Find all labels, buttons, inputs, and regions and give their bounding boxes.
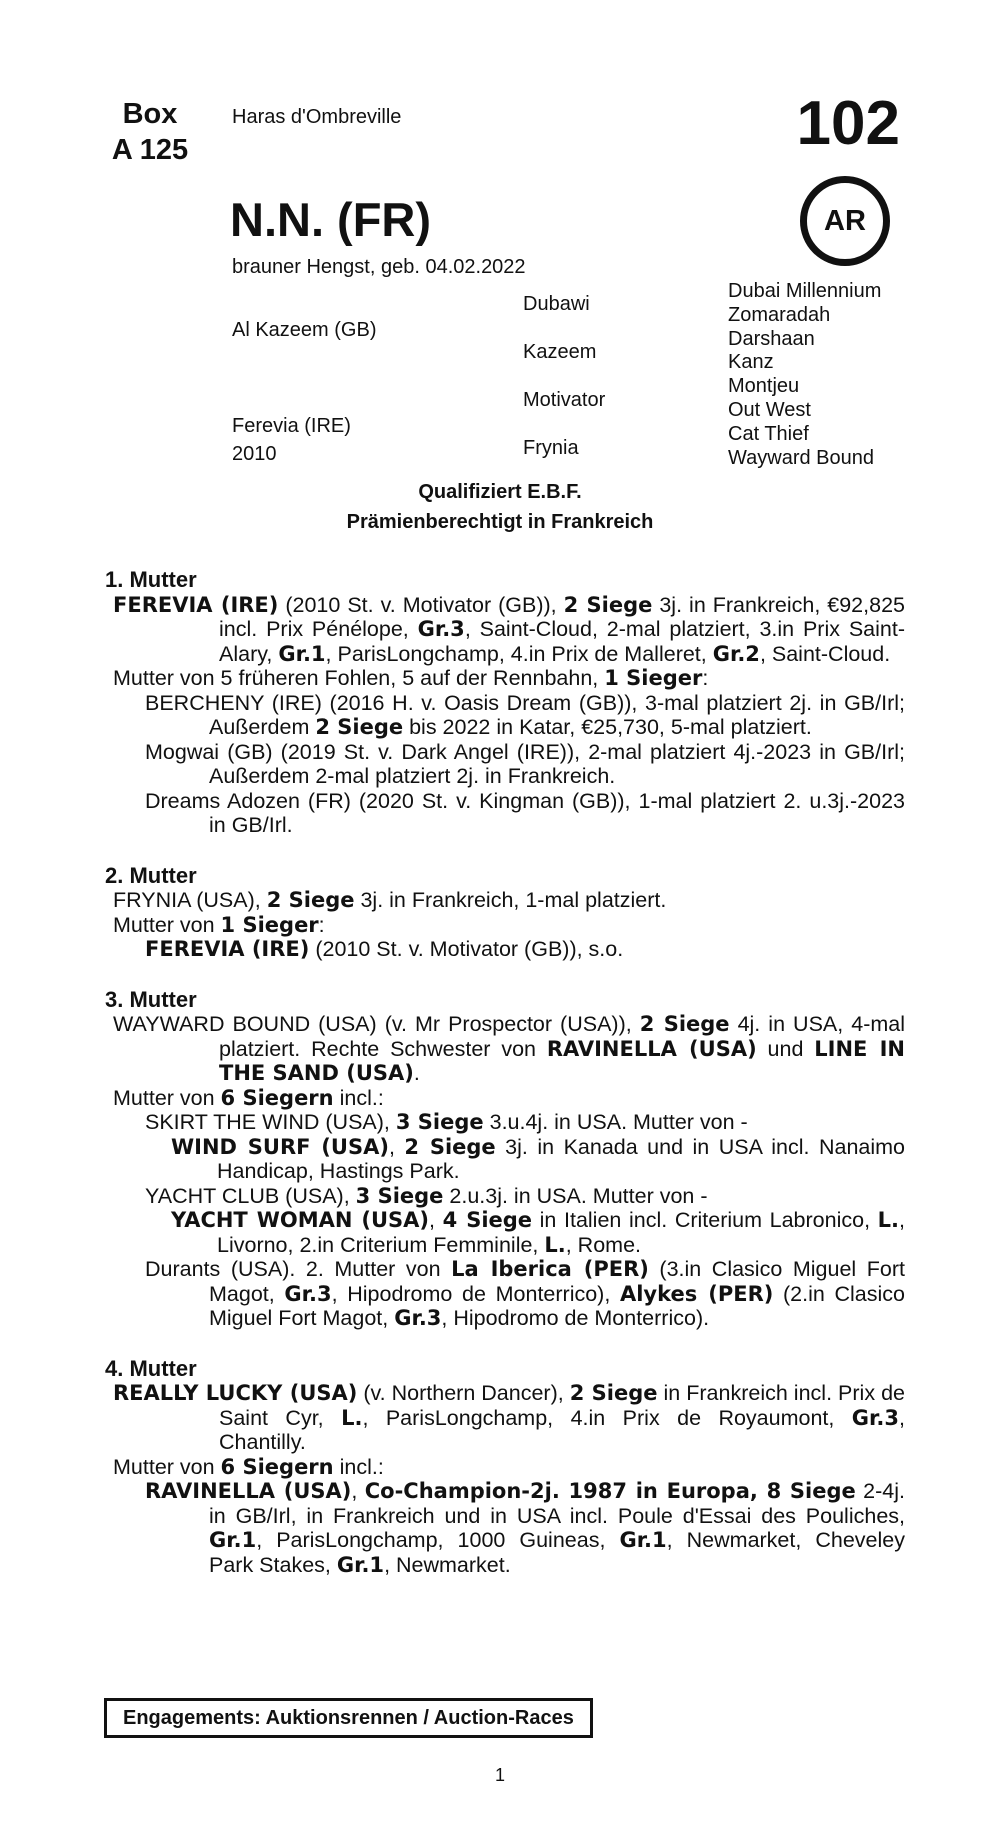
pedigree-gen2-item: Kazeem <box>523 341 597 363</box>
dam-section <box>105 864 905 962</box>
page-number: 1 <box>494 1765 505 1785</box>
pedigree-dam: Ferevia (IRE) <box>232 415 351 437</box>
bold-run: Alykes (PER) <box>619 1281 774 1306</box>
text-run: , <box>388 1134 405 1159</box>
text-run: : <box>318 912 325 937</box>
text-run: und <box>756 1036 815 1061</box>
stud-name: Haras d'Ombreville <box>232 106 402 128</box>
bold-run: 2 Siege <box>266 888 355 912</box>
bold-run: Gr.3 <box>851 1405 899 1430</box>
text-run: Mutter von <box>113 912 221 937</box>
pedigree-gen3-item: Montjeu <box>728 375 800 398</box>
pedigree-gen3-item: Zomaradah <box>728 303 831 326</box>
dam-section <box>105 568 905 838</box>
bold-run: 2 Siege <box>315 715 404 739</box>
text-run: 2-4j. in GB/Irl, in Frankreich und in USA incl. Poule d'Essai des Pouliches, <box>209 1479 905 1528</box>
bold-run: Gr.1 <box>336 1552 385 1577</box>
text-run: Mutter von <box>113 1454 221 1479</box>
text-run: in Frankreich incl. Prix de Saint Cyr, <box>219 1381 905 1430</box>
text-run: , Chantilly. <box>219 1405 905 1454</box>
section-title: 4. Mutter <box>105 1355 197 1381</box>
text-run: 3j. in Frankreich, 1-mal platziert. <box>354 888 667 912</box>
text-run: Dreams Adozen (FR) (2020 St. v. Kingman (GB)), 1-mal platziert 2. u.3j.-2023 in GB/Irl. <box>145 788 905 837</box>
pedigree-paragraph <box>145 1479 905 1577</box>
bold-run: Gr.3 <box>394 1306 442 1330</box>
text-run: incl.: <box>333 1085 384 1110</box>
qualification-france: Prämienberechtigt in Frankreich <box>346 511 654 533</box>
pedigree-paragraph <box>145 1208 905 1257</box>
bold-run: L. <box>877 1208 900 1232</box>
text-run: , ParisLongchamp, 4.in Prix de Malleret, <box>325 641 713 666</box>
bold-run: L. <box>341 1405 363 1430</box>
pedigree-gen3-item: Kanz <box>728 351 774 374</box>
bold-run: 2 Siege <box>404 1134 496 1159</box>
pedigree-paragraph <box>113 593 905 667</box>
pedigree-paragraph <box>113 913 905 938</box>
text-run: , Saint-Cloud. <box>759 641 891 666</box>
text-run: FRYNIA (USA), <box>113 888 267 912</box>
section-title: 1. Mutter <box>105 567 197 592</box>
text-run: WAYWARD BOUND (USA) (v. Mr Prospector (USA)), <box>113 1012 640 1036</box>
bold-run: 1 Sieger <box>220 912 319 937</box>
bold-run: La Iberica (PER) <box>451 1257 649 1281</box>
text-run: 3j. in Kanada und in USA incl. Nanaimo Handicap, Hastings Park. <box>217 1134 905 1183</box>
box-title: Box <box>122 98 178 130</box>
lot-number: 102 <box>796 89 900 158</box>
ar-badge <box>800 176 890 266</box>
bold-run: Gr.1 <box>209 1528 257 1552</box>
bold-run: Gr.3 <box>417 617 465 641</box>
text-run: , Newmarket, Cheveley Park Stakes, <box>209 1528 905 1577</box>
bold-run: L. <box>544 1232 566 1257</box>
text-run: , ParisLongchamp, 1000 Guineas, <box>256 1528 620 1552</box>
box-number: A 125 <box>111 134 189 166</box>
pedigree-gen2-item: Frynia <box>523 437 579 459</box>
text-run: incl.: <box>333 1454 384 1479</box>
bold-run: Gr.1 <box>278 641 326 666</box>
horse-description: brauner Hengst, geb. 04.02.2022 <box>232 256 526 278</box>
dam-line <box>105 568 905 1603</box>
pedigree-paragraph <box>113 1012 905 1086</box>
pedigree-paragraph <box>113 666 905 691</box>
pedigree-gen3-item: Cat Thief <box>728 422 809 445</box>
text-run: 2.u.3j. in USA. Mutter von - <box>443 1183 708 1208</box>
bold-run: 2 Siege <box>639 1012 730 1036</box>
qualification-ebf: Qualifiziert E.B.F. <box>418 481 582 503</box>
pedigree-paragraph <box>145 691 905 740</box>
text-run: 4j. in USA, 4-mal platziert. Rechte Schwester von <box>219 1012 905 1061</box>
bold-run: Gr.2 <box>712 641 760 666</box>
text-run: SKIRT THE WIND (USA), <box>145 1110 396 1134</box>
text-run: , <box>429 1208 443 1232</box>
text-run: (v. Northern Dancer), <box>357 1381 570 1405</box>
text-run: : <box>702 666 709 690</box>
text-run: , Saint-Cloud, 2-mal platziert, 3.in Prix Saint-Alary, <box>219 617 905 666</box>
bold-run: 1 Sieger <box>604 666 703 690</box>
pedigree-paragraph <box>145 1110 905 1135</box>
text-run: bis 2022 in Katar, €25,730, 5-mal platziert. <box>403 715 812 739</box>
pedigree-sire: Al Kazeem (GB) <box>232 319 377 341</box>
text-run: , Newmarket. <box>384 1552 511 1577</box>
pedigree-gen2-item: Motivator <box>523 389 606 411</box>
pedigree-paragraph <box>145 937 905 962</box>
bold-run: FEREVIA (IRE) <box>113 592 279 617</box>
text-run: , Rome. <box>565 1232 642 1257</box>
pedigree-paragraph <box>145 1184 905 1209</box>
text-run: , Hipodromo de Monterrico). <box>441 1306 710 1330</box>
text-run: 3j. in Frankreich, €92,825 incl. Prix Pénélope, <box>219 592 905 641</box>
pedigree-dam-year: 2010 <box>232 443 277 465</box>
engagements-box: Engagements: Auktionsrennen / Auction-Races <box>104 1698 593 1738</box>
bold-run: REALLY LUCKY (USA) <box>113 1381 358 1405</box>
text-run: (2010 St. v. Motivator (GB)), <box>278 592 564 617</box>
text-run: , Hipodromo de Monterrico), <box>331 1281 620 1306</box>
text-run: Mutter von 5 früheren Fohlen, 5 auf der Rennbahn, <box>113 666 605 690</box>
text-run: , Livorno, 2.in Criterium Femminile, <box>217 1208 905 1257</box>
bold-run: Gr.3 <box>284 1281 332 1306</box>
bold-run: 2 Siege <box>569 1381 658 1405</box>
pedigree-paragraph <box>145 740 905 789</box>
text-run: . <box>413 1061 420 1085</box>
pedigree-gen3-item: Dubai Millennium <box>728 280 882 302</box>
text-run: (2.in Clasico Miguel Fort Magot, <box>209 1281 905 1330</box>
bold-run: 3 Siege <box>395 1110 484 1134</box>
text-run: , ParisLongchamp, 4.in Prix de Royaumont, <box>362 1405 852 1430</box>
pedigree-paragraph <box>145 1135 905 1184</box>
section-title: 2. Mutter <box>105 862 197 888</box>
bold-run: WIND SURF (USA) <box>171 1134 389 1159</box>
pedigree-gen3-item: Darshaan <box>728 327 815 350</box>
pedigree-paragraph <box>113 888 905 913</box>
bold-run: 3 Siege <box>355 1183 444 1208</box>
text-run: 3.u.4j. in USA. Mutter von - <box>483 1110 748 1134</box>
pedigree-gen3-item: Wayward Bound <box>728 446 874 469</box>
text-run: BERCHENY (IRE) (2016 H. v. Oasis Dream (GB)), 3-mal platziert 2j. in GB/Irl; Außerdem <box>145 690 905 739</box>
bold-run: RAVINELLA (USA) <box>546 1036 757 1061</box>
bold-run: Co-Champion-2j. 1987 in Europa, 8 Siege <box>364 1479 856 1503</box>
bold-run: 2 Siege <box>563 592 653 617</box>
text-run: Durants (USA). 2. Mutter von <box>145 1257 452 1281</box>
ar-badge-text: AR <box>824 204 866 237</box>
section-title: 3. Mutter <box>105 986 197 1012</box>
pedigree-paragraph <box>113 1455 905 1480</box>
horse-name: N.N. (FR) <box>230 193 432 246</box>
dam-section <box>105 988 905 1331</box>
text-run: in Italien incl. Criterium Labronico, <box>532 1208 878 1232</box>
pedigree-paragraph <box>145 1257 905 1331</box>
text-run: (3.in Clasico Miguel Fort Magot, <box>209 1257 905 1306</box>
bold-run: RAVINELLA (USA) <box>145 1479 352 1503</box>
pedigree-paragraph <box>145 789 905 838</box>
pedigree-paragraph <box>113 1381 905 1455</box>
pedigree-gen3 <box>728 280 881 470</box>
bold-run: 6 Siegern <box>220 1085 334 1110</box>
bold-run: LINE IN THE SAND (USA) <box>219 1036 905 1085</box>
text-run: , <box>351 1479 365 1503</box>
bold-run: 4 Siege <box>442 1208 533 1232</box>
dam-section <box>105 1357 905 1578</box>
text-run: Mutter von <box>113 1085 221 1110</box>
text-run: Mogwai (GB) (2019 St. v. Dark Angel (IRE)), 2-mal platziert 4j.-2023 in GB/Irl; Außerdem 2-mal platziert 2j. in Frankreich. <box>145 739 905 788</box>
bold-run: Gr.1 <box>619 1528 667 1552</box>
pedigree-gen2-item: Dubawi <box>523 293 590 315</box>
text-run: (2010 St. v. Motivator (GB)), s.o. <box>309 937 624 961</box>
pedigree-gen3-item: Out West <box>728 398 811 421</box>
text-run: YACHT CLUB (USA), <box>145 1183 356 1208</box>
pedigree-paragraph <box>113 1086 905 1111</box>
box-label <box>105 96 195 168</box>
bold-run: 6 Siegern <box>220 1454 334 1479</box>
bold-run: YACHT WOMAN (USA) <box>171 1208 430 1232</box>
bold-run: FEREVIA (IRE) <box>145 937 310 961</box>
